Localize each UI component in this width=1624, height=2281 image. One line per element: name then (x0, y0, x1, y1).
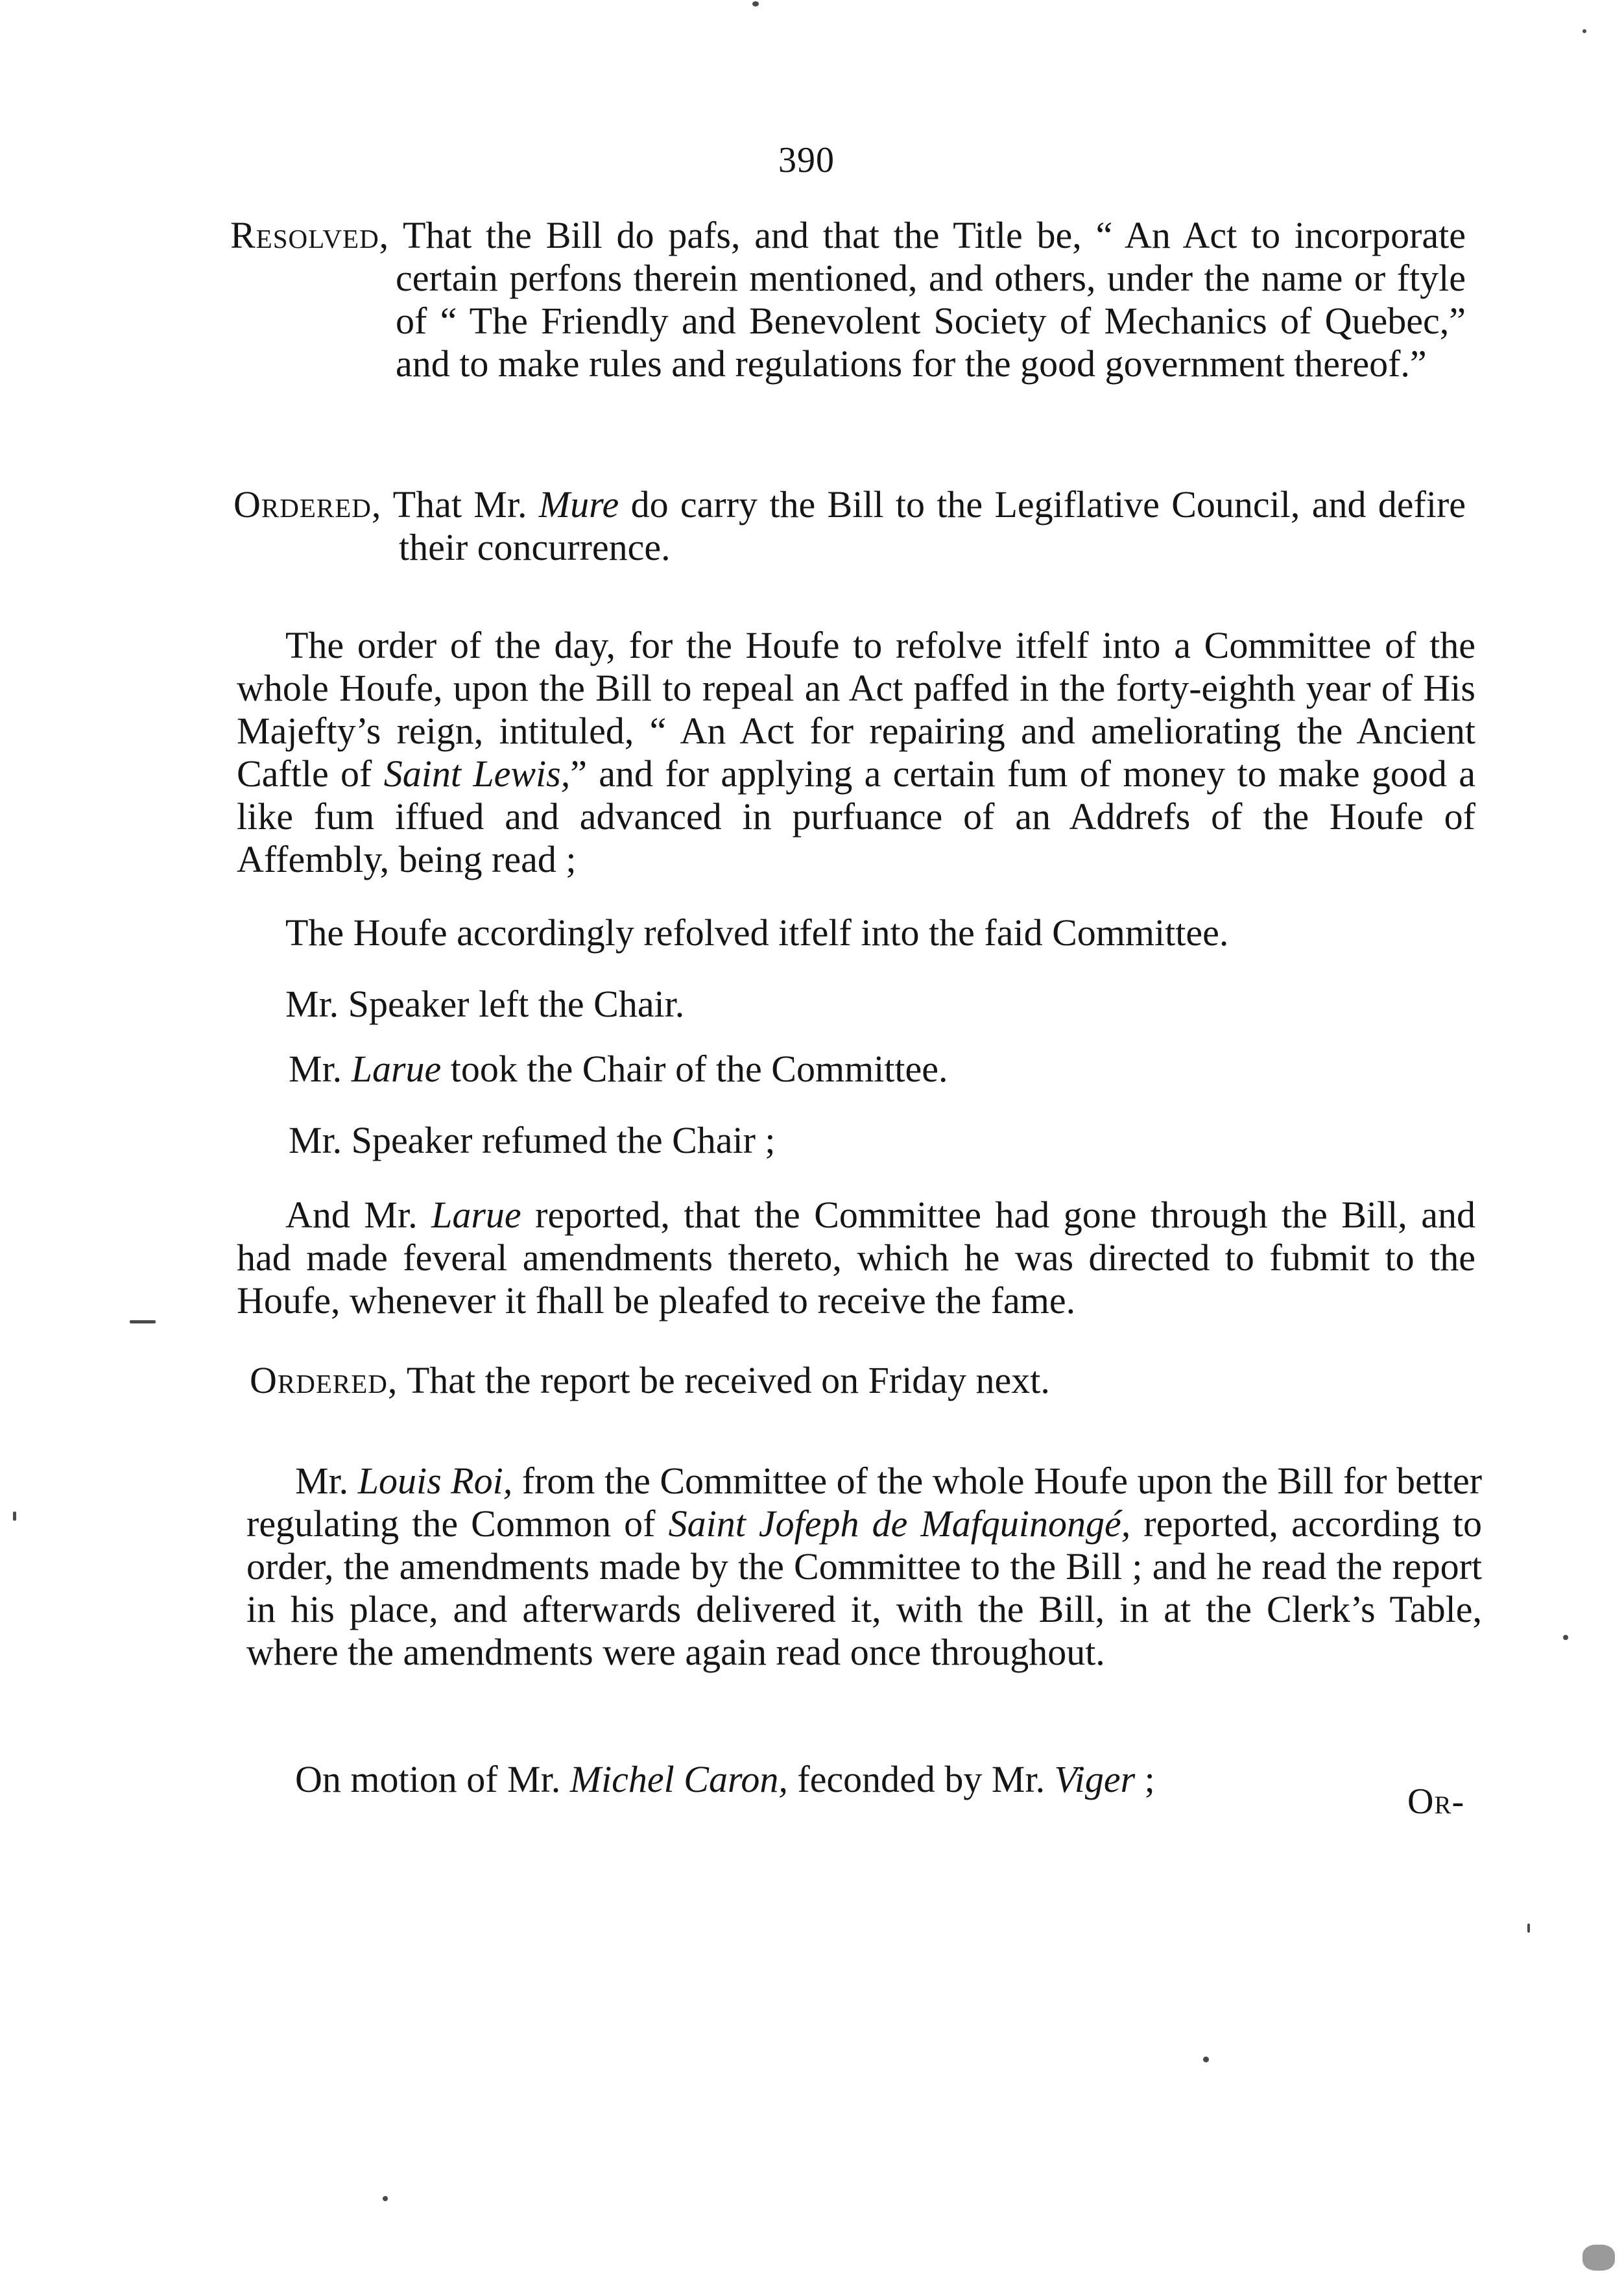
scan-speck (383, 2196, 388, 2201)
motion-middle: feconded by Mr. (797, 1758, 1045, 1800)
ordered-entry-2 (250, 1359, 1050, 1402)
motion-name-caron: Michel Caron, (569, 1758, 788, 1800)
ordered-label-1: Ordered, (233, 483, 382, 525)
order-of-day-text-after: ” and for applying a certain fum of money to make good a like fum iffued and advanced in purfuance of an Addrefs of the Houfe of Affembly, being read ; (237, 753, 1476, 880)
order-of-day-text-before: The order of the day, for the Houfe to refolve itfelf into a Committee of the whole Houfe, upon the Bill to repeal an Act paffed in the forty-eighth year of His Majefty’s reign, intituled, “ An Act for repairing and ameliorating the Ancient Caftle of (237, 624, 1475, 795)
resolved-label: Resolved, (230, 214, 390, 256)
larue-took-suffix: took the Chair of the Committee. (450, 1048, 948, 1090)
larue-name-1: Larue (351, 1048, 442, 1090)
scan-speck (752, 1, 759, 6)
scan-speck (1203, 2057, 1209, 2062)
resolved-text: That the Bill do pafs, and that the Title be, “ An Act to incorporate certain perfons therein mentioned, and others, under the name or ftyle of “ The Friendly and Benevolent Society of Mechanics of Quebec,” and to make rules and regulations for the good government thereof.” (396, 214, 1466, 385)
scan-speck (1582, 2245, 1615, 2271)
scan-speck (130, 1320, 156, 1323)
roi-text-before: from the Committee of the whole Houfe upon the Bill for better regulating the Common of (246, 1460, 1483, 1545)
house-resolved-line: The Houfe accordingly refolved itfelf into the faid Committee. (285, 911, 1229, 954)
larue-report-prefix: And Mr. (285, 1194, 418, 1236)
scan-speck (1582, 29, 1586, 33)
scan-speck (13, 1512, 16, 1521)
scan-speck (1527, 1924, 1530, 1933)
roi-report-paragraph (246, 1460, 1482, 1674)
roi-name: Louis Roi, (357, 1460, 513, 1502)
ordered-entry-1 (233, 483, 1466, 569)
ordered-text-before: That Mr. (392, 483, 527, 525)
motion-suffix: ; (1144, 1758, 1155, 1800)
resolved-entry (230, 214, 1466, 385)
catchword: Or- (1407, 1781, 1465, 1822)
motion-line (295, 1758, 1155, 1801)
page-number: 390 (778, 140, 835, 180)
order-of-day-place: Saint Lewis, (383, 753, 571, 795)
motion-name-viger: Viger (1054, 1758, 1136, 1800)
speaker-resumed-line: Mr. Speaker refumed the Chair ; (289, 1119, 776, 1161)
speaker-left-line: Mr. Speaker left the Chair. (285, 983, 685, 1025)
larue-report-suffix: reported, that the Committee had gone through the Bill, and had made feveral amendments thereto, which he was directed to fubmit to the Houfe, whenever it fhall be pleafed to receive the fame. (237, 1194, 1475, 1322)
roi-text-after: reported, according to order, the amendments made by the Committee to the Bill ; and he read the report in his place, and afterwards delivered it, with the Bill, in at the Clerk’s Table, where the amendments were again read once throughout. (246, 1503, 1483, 1673)
roi-place: Saint Jofeph de Mafquinongé, (668, 1503, 1131, 1545)
larue-name-2: Larue (431, 1194, 521, 1236)
ordered-text-after: do carry the Bill to the Legiflative Council, and defire their concurrence. (399, 483, 1466, 568)
roi-prefix: Mr. (295, 1460, 349, 1502)
scan-speck (1563, 1635, 1568, 1640)
order-of-day-paragraph (237, 624, 1475, 881)
larue-took-line (289, 1048, 948, 1091)
larue-report-paragraph (237, 1194, 1475, 1322)
larue-took-prefix: Mr. (289, 1048, 342, 1090)
motion-prefix: On motion of Mr. (295, 1758, 561, 1800)
ordered-label-2: Ordered, (250, 1359, 398, 1401)
ordered-text-2: That the report be received on Friday next. (406, 1359, 1050, 1401)
ordered-name-mure: Mure (538, 483, 619, 525)
